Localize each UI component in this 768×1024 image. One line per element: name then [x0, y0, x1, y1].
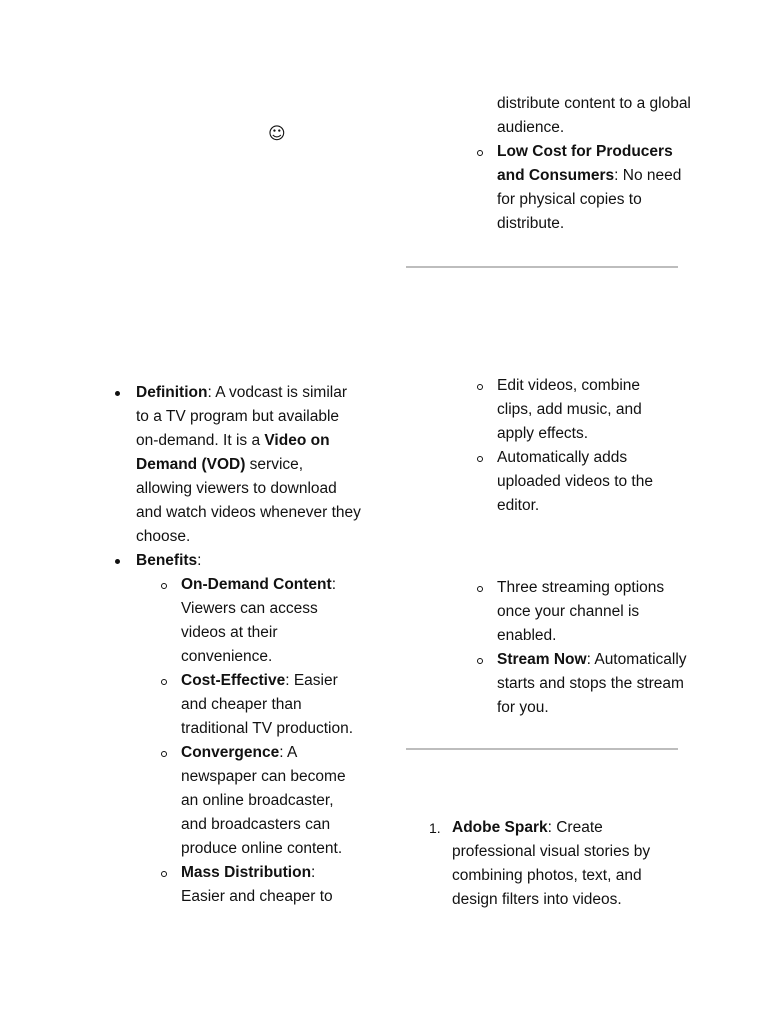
stream-now-item — [497, 648, 687, 720]
benefit-text: : A newspaper can become an online broadcaster, and broadcasters can produce online content. — [181, 744, 346, 857]
definition-title: Definition — [136, 384, 208, 401]
adobe-spark-text: : Create professional visual stories by combining photos, text, and design filters into videos. — [452, 819, 651, 908]
vod-term: Video on Demand (VOD) — [136, 432, 330, 473]
benefit-text: : Easier and cheaper than traditional TV production. — [181, 672, 354, 737]
adobe-spark-title: Adobe Spark — [452, 819, 548, 836]
benefit-on-demand — [181, 573, 362, 669]
benefit-convergence — [181, 741, 362, 861]
benefit-title: On-Demand Content — [181, 576, 332, 593]
list-item-low-cost — [497, 140, 697, 236]
streaming-item: Three streaming options once your channel is enabled. — [497, 576, 687, 648]
list-item-continuation: distribute content to a global audience. — [497, 95, 691, 136]
definition-text-2: service, allowing viewers to download and watch videos whenever they choose. — [136, 456, 361, 545]
editor-item: Edit videos, combine clips, add music, and apply effects. — [497, 374, 677, 446]
section-divider-1 — [406, 266, 678, 268]
editor-item: Automatically adds uploaded videos to the editor. — [497, 446, 677, 518]
benefits-sublist — [181, 573, 362, 909]
stream-now-title: Stream Now — [497, 651, 587, 668]
benefit-title: Cost-Effective — [181, 672, 286, 689]
benefit-title: Mass Distribution — [181, 864, 312, 881]
definition-text-1: : A vodcast is similar to a TV program but available on-demand. It is a — [136, 384, 348, 449]
numbered-item-adobe-spark — [429, 816, 677, 912]
left-column — [136, 381, 362, 909]
benefit-text: : Viewers can access videos at their convenience. — [181, 576, 336, 665]
benefit-text: : Easier and cheaper to — [181, 864, 333, 905]
editor-list — [497, 374, 677, 518]
benefit-title: Convergence — [181, 744, 280, 761]
smiley-icon: ☺ — [268, 124, 286, 144]
numbered-list — [429, 816, 677, 912]
benefits-item — [136, 549, 362, 573]
list-number: 1. — [429, 820, 441, 836]
benefit-cost-effective — [181, 669, 362, 741]
benefits-colon: : — [197, 552, 202, 569]
stream-now-text: : Automatically starts and stops the stream for you. — [497, 651, 687, 716]
section-divider-2 — [406, 748, 678, 750]
benefits-title: Benefits — [136, 552, 198, 569]
benefit-mass-distribution — [181, 861, 362, 909]
low-cost-title: Low Cost for Producers and Consumers — [497, 143, 673, 184]
streaming-list — [497, 576, 687, 720]
top-right-list — [497, 92, 697, 236]
low-cost-text: : No need for physical copies to distribute. — [497, 167, 682, 232]
definition-item — [136, 381, 362, 549]
